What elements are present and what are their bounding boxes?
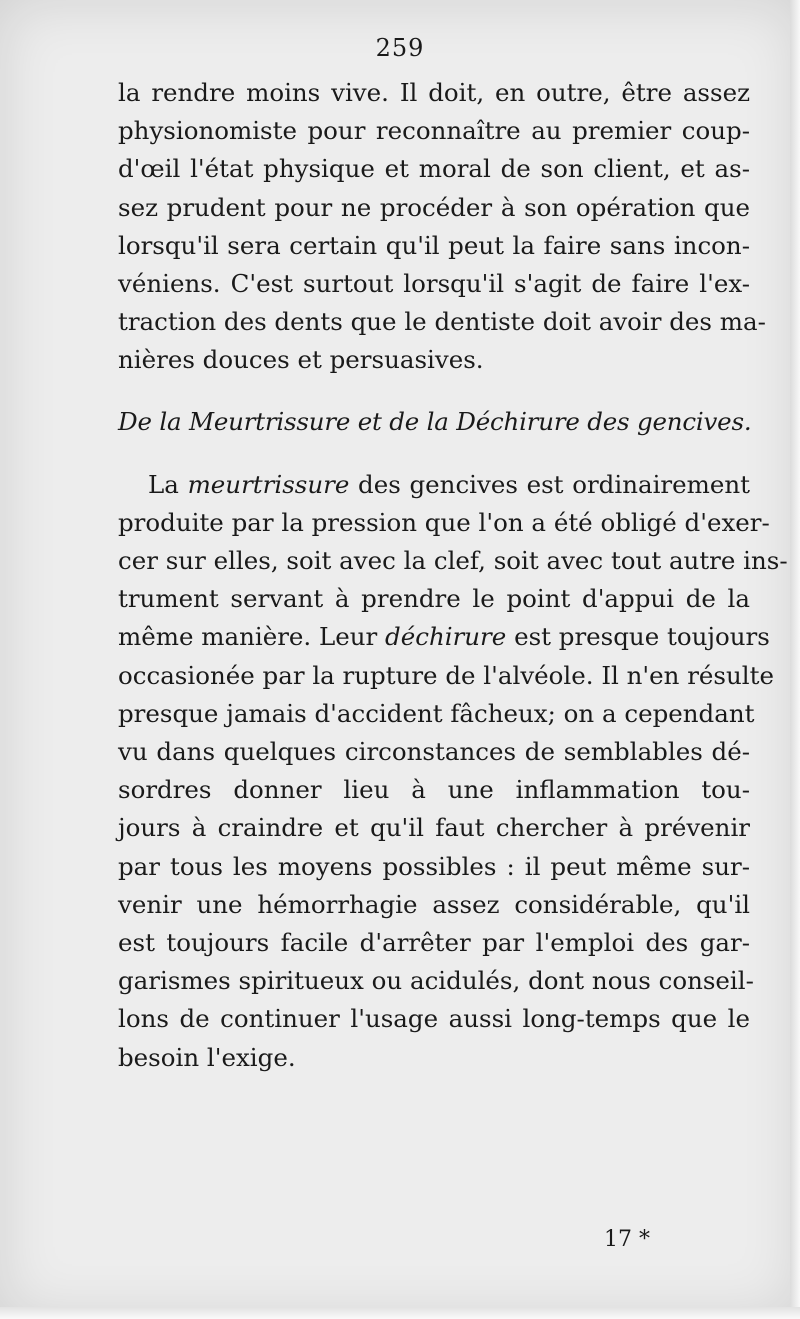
text-line: par tous les moyens possibles : il peut même sur-	[118, 851, 750, 881]
text-line: véniens. C'est surtout lorsqu'il s'agit de faire l'ex-	[118, 268, 750, 298]
text-line: est toujours facile d'arrêter par l'emploi des gar-	[118, 927, 750, 957]
page-number: 259	[375, 34, 425, 62]
text-run: La	[148, 469, 188, 499]
paragraph-1	[118, 74, 766, 380]
text-line: nières douces et persuasives.	[118, 345, 484, 375]
text-line: besoin l'exige.	[118, 1042, 296, 1072]
text-line: cer sur elles, soit avec la clef, soit avec tout autre ins-	[118, 546, 788, 576]
text-line: la rendre moins vive. Il doit, en outre, être assez	[118, 78, 750, 107]
page-edge-right	[790, 0, 800, 1319]
text-line: produite par la pression que l'on a été obligé d'exer-	[118, 507, 770, 537]
text-line: vu dans quelques circonstances de semblables dé-	[118, 737, 750, 766]
text-line: physionomiste pour reconnaître au premier coup-	[118, 116, 750, 146]
text-line: traction des dents que le dentiste doit avoir des ma-	[118, 307, 766, 337]
text-line: jours à craindre et qu'il faut chercher à prévenir	[118, 813, 750, 843]
text-line	[118, 466, 750, 504]
text-line: lorsqu'il sera certain qu'il peut la faire sans incon-	[118, 230, 750, 260]
text-line: lons de continuer l'usage aussi long-temps que le	[118, 1004, 750, 1034]
text-line: garismes spiritueux ou acidulés, dont nous conseil-	[118, 966, 754, 996]
text-line: venir une hémorrhagie assez considérable, qu'il	[118, 889, 750, 919]
text-line: presque jamais d'accident fâcheux; on a cependant	[118, 698, 755, 728]
text-line: trument servant à prendre le point d'appui de la	[118, 584, 750, 614]
text-run: est presque toujours	[506, 622, 770, 652]
text-line: occasionée par la rupture de l'alvéole. Il n'en résulte	[118, 660, 774, 690]
page-edge-bottom	[0, 1307, 800, 1319]
section-heading: De la Meurtrissure et de la Déchirure des gencives.	[118, 406, 752, 436]
paragraph-2	[118, 466, 788, 1077]
text-line	[118, 618, 770, 656]
text-run: même manière. Leur	[118, 622, 386, 652]
italic-term: déchirure	[385, 622, 507, 652]
text-line: d'œil l'état physique et moral de son client, et as-	[118, 154, 750, 184]
text-line: sordres donner lieu à une inflammation tou-	[118, 775, 750, 805]
signature-mark: 17 *	[604, 1227, 650, 1252]
text-block	[118, 74, 788, 1077]
italic-term: meurtrissure	[187, 469, 350, 499]
text-line: sez prudent pour ne procéder à son opération que	[118, 192, 750, 222]
text-run: des gencives est ordinairement	[349, 469, 750, 499]
